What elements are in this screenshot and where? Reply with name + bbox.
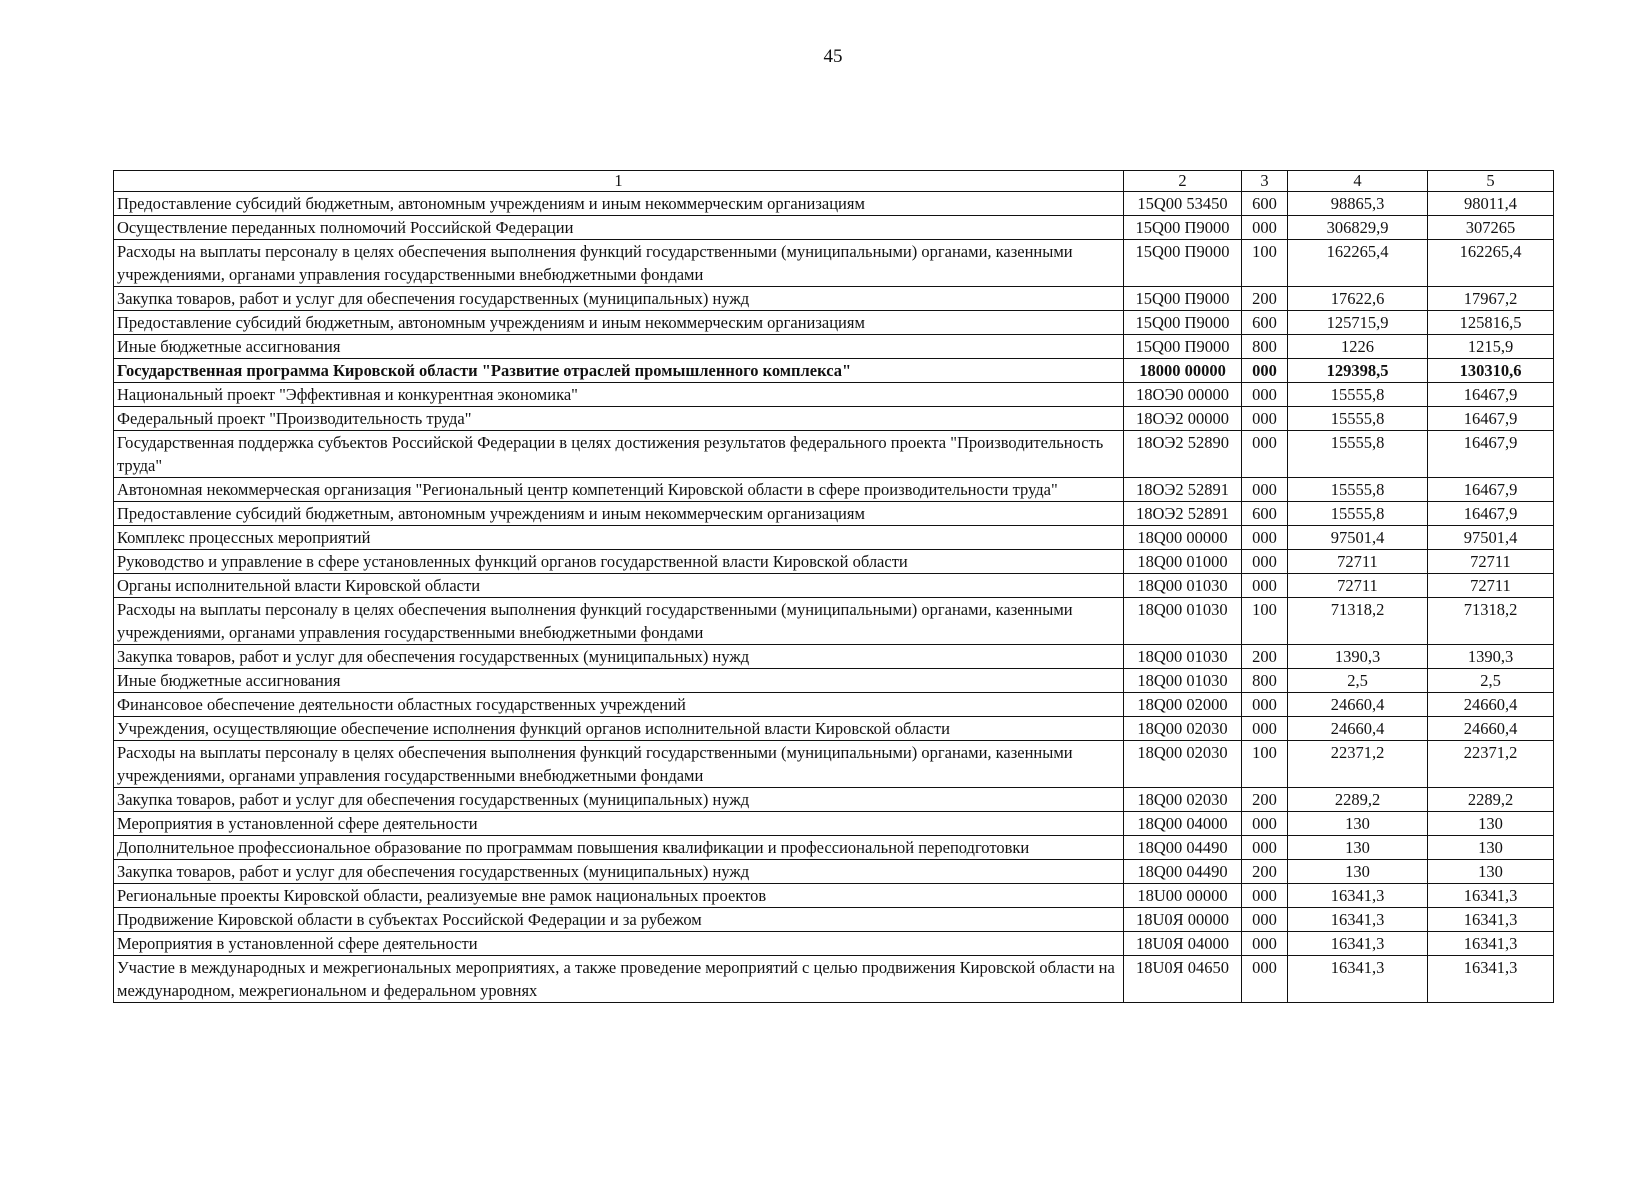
row-name-cell: Иные бюджетные ассигнования (114, 669, 1124, 693)
row-code-cell: 18U0Я 04000 (1124, 932, 1242, 956)
row-value-col5-cell: 1390,3 (1428, 645, 1554, 669)
page-number: 45 (823, 46, 843, 67)
header-col-2: 2 (1124, 171, 1242, 192)
table-row (114, 383, 1554, 407)
row-value-col4-cell: 97501,4 (1288, 526, 1428, 550)
row-value-col5-cell: 16467,9 (1428, 478, 1554, 502)
table-row (114, 502, 1554, 526)
row-code-cell: 18U0Я 04650 (1124, 956, 1242, 1003)
table-row (114, 240, 1554, 287)
row-name-cell: Предоставление субсидий бюджетным, автономным учреждениям и иным некоммерческим организациям (114, 311, 1124, 335)
row-code-cell: 18ОЭ2 52891 (1124, 502, 1242, 526)
table-row (114, 431, 1554, 478)
row-type-cell: 000 (1242, 550, 1288, 574)
header-col-3: 3 (1242, 171, 1288, 192)
row-name-cell: Учреждения, осуществляющие обеспечение исполнения функций органов исполнительной власти Кировской области (114, 717, 1124, 741)
row-type-cell: 200 (1242, 287, 1288, 311)
table-row (114, 669, 1554, 693)
row-value-col5-cell: 16341,3 (1428, 908, 1554, 932)
row-value-col5-cell: 97501,4 (1428, 526, 1554, 550)
table-row (114, 550, 1554, 574)
row-name-cell: Органы исполнительной власти Кировской области (114, 574, 1124, 598)
table-row (114, 860, 1554, 884)
row-value-col5-cell: 16341,3 (1428, 956, 1554, 1003)
table-row (114, 359, 1554, 383)
row-code-cell: 18Q00 01030 (1124, 598, 1242, 645)
row-name-cell: Комплекс процессных мероприятий (114, 526, 1124, 550)
row-type-cell: 000 (1242, 574, 1288, 598)
row-value-col5-cell: 130310,6 (1428, 359, 1554, 383)
row-name-cell: Национальный проект "Эффективная и конкурентная экономика" (114, 383, 1124, 407)
table-row (114, 311, 1554, 335)
row-code-cell: 18Q00 04000 (1124, 812, 1242, 836)
row-value-col5-cell: 16467,9 (1428, 502, 1554, 526)
row-code-cell: 18U00 00000 (1124, 884, 1242, 908)
table-row (114, 216, 1554, 240)
row-value-col5-cell: 16467,9 (1428, 407, 1554, 431)
row-value-col4-cell: 129398,5 (1288, 359, 1428, 383)
row-value-col4-cell: 162265,4 (1288, 240, 1428, 287)
row-code-cell: 15Q00 П9000 (1124, 216, 1242, 240)
row-name-cell: Государственная программа Кировской области "Развитие отраслей промышленного комплекса" (114, 359, 1124, 383)
row-code-cell: 18Q00 01030 (1124, 669, 1242, 693)
row-name-cell: Региональные проекты Кировской области, реализуемые вне рамок национальных проектов (114, 884, 1124, 908)
row-name-cell: Мероприятия в установленной сфере деятельности (114, 932, 1124, 956)
header-col-4: 4 (1288, 171, 1428, 192)
row-name-cell: Иные бюджетные ассигнования (114, 335, 1124, 359)
row-value-col5-cell: 162265,4 (1428, 240, 1554, 287)
row-value-col5-cell: 2289,2 (1428, 788, 1554, 812)
row-name-cell: Расходы на выплаты персоналу в целях обеспечения выполнения функций государственными (муниципальными) органами, казенными учреждениями, органами управления государственными внебюджетными фондами (114, 240, 1124, 287)
row-type-cell: 000 (1242, 431, 1288, 478)
table-row (114, 788, 1554, 812)
row-code-cell: 18ОЭ2 00000 (1124, 407, 1242, 431)
row-type-cell: 000 (1242, 836, 1288, 860)
row-value-col4-cell: 130 (1288, 812, 1428, 836)
row-name-cell: Государственная поддержка субъектов Российской Федерации в целях достижения результатов федерального проекта "Производительность труда" (114, 431, 1124, 478)
table-row (114, 693, 1554, 717)
row-code-cell: 18Q00 01030 (1124, 574, 1242, 598)
row-type-cell: 000 (1242, 383, 1288, 407)
row-value-col4-cell: 16341,3 (1288, 884, 1428, 908)
row-type-cell: 600 (1242, 192, 1288, 216)
row-type-cell: 000 (1242, 693, 1288, 717)
row-value-col5-cell: 71318,2 (1428, 598, 1554, 645)
row-value-col5-cell: 307265 (1428, 216, 1554, 240)
row-value-col5-cell: 22371,2 (1428, 741, 1554, 788)
row-value-col5-cell: 24660,4 (1428, 717, 1554, 741)
row-value-col4-cell: 16341,3 (1288, 956, 1428, 1003)
table-row (114, 598, 1554, 645)
row-code-cell: 18Q00 01030 (1124, 645, 1242, 669)
row-value-col4-cell: 125715,9 (1288, 311, 1428, 335)
row-name-cell: Расходы на выплаты персоналу в целях обеспечения выполнения функций государственными (муниципальными) органами, казенными учреждениями, органами управления государственными внебюджетными фондами (114, 741, 1124, 788)
row-type-cell: 600 (1242, 502, 1288, 526)
row-value-col4-cell: 15555,8 (1288, 502, 1428, 526)
row-code-cell: 18Q00 04490 (1124, 836, 1242, 860)
row-name-cell: Закупка товаров, работ и услуг для обеспечения государственных (муниципальных) нужд (114, 645, 1124, 669)
row-value-col4-cell: 71318,2 (1288, 598, 1428, 645)
row-value-col4-cell: 98865,3 (1288, 192, 1428, 216)
row-type-cell: 000 (1242, 216, 1288, 240)
row-value-col4-cell: 22371,2 (1288, 741, 1428, 788)
row-type-cell: 000 (1242, 717, 1288, 741)
row-value-col5-cell: 72711 (1428, 574, 1554, 598)
row-name-cell: Предоставление субсидий бюджетным, автономным учреждениям и иным некоммерческим организациям (114, 502, 1124, 526)
table-row (114, 741, 1554, 788)
row-type-cell: 000 (1242, 812, 1288, 836)
row-code-cell: 18Q00 02030 (1124, 788, 1242, 812)
row-value-col5-cell: 16341,3 (1428, 932, 1554, 956)
row-type-cell: 000 (1242, 956, 1288, 1003)
row-value-col4-cell: 2289,2 (1288, 788, 1428, 812)
row-name-cell: Участие в международных и межрегиональных мероприятиях, а также проведение мероприятий с целью продвижения Кировской области на международном, межрегиональном и федеральном уровнях (114, 956, 1124, 1003)
row-value-col4-cell: 130 (1288, 860, 1428, 884)
row-type-cell: 100 (1242, 240, 1288, 287)
row-value-col5-cell: 16341,3 (1428, 884, 1554, 908)
row-value-col4-cell: 72711 (1288, 574, 1428, 598)
row-type-cell: 000 (1242, 478, 1288, 502)
row-name-cell: Продвижение Кировской области в субъектах Российской Федерации и за рубежом (114, 908, 1124, 932)
table-row (114, 407, 1554, 431)
row-code-cell: 18Q00 02000 (1124, 693, 1242, 717)
row-value-col5-cell: 130 (1428, 860, 1554, 884)
row-name-cell: Финансовое обеспечение деятельности областных государственных учреждений (114, 693, 1124, 717)
row-value-col4-cell: 15555,8 (1288, 407, 1428, 431)
row-value-col4-cell: 130 (1288, 836, 1428, 860)
row-value-col4-cell: 1226 (1288, 335, 1428, 359)
row-code-cell: 18Q00 01000 (1124, 550, 1242, 574)
table-body (114, 192, 1554, 1003)
table-row (114, 836, 1554, 860)
row-name-cell: Автономная некоммерческая организация "Региональный центр компетенций Кировской области в сфере производительности труда" (114, 478, 1124, 502)
table-row (114, 574, 1554, 598)
row-code-cell: 18U0Я 00000 (1124, 908, 1242, 932)
row-type-cell: 200 (1242, 645, 1288, 669)
row-type-cell: 000 (1242, 884, 1288, 908)
row-name-cell: Закупка товаров, работ и услуг для обеспечения государственных (муниципальных) нужд (114, 860, 1124, 884)
row-type-cell: 000 (1242, 526, 1288, 550)
row-value-col4-cell: 24660,4 (1288, 717, 1428, 741)
row-name-cell: Закупка товаров, работ и услуг для обеспечения государственных (муниципальных) нужд (114, 788, 1124, 812)
table-row (114, 645, 1554, 669)
row-value-col4-cell: 16341,3 (1288, 932, 1428, 956)
row-code-cell: 18Q00 02030 (1124, 741, 1242, 788)
row-code-cell: 18000 00000 (1124, 359, 1242, 383)
row-value-col4-cell: 24660,4 (1288, 693, 1428, 717)
table-row (114, 478, 1554, 502)
row-type-cell: 000 (1242, 359, 1288, 383)
row-type-cell: 100 (1242, 598, 1288, 645)
row-type-cell: 000 (1242, 932, 1288, 956)
table-row (114, 908, 1554, 932)
table-header-row (114, 171, 1554, 192)
row-type-cell: 200 (1242, 788, 1288, 812)
row-name-cell: Расходы на выплаты персоналу в целях обеспечения выполнения функций государственными (муниципальными) органами, казенными учреждениями, органами управления государственными внебюджетными фондами (114, 598, 1124, 645)
row-value-col4-cell: 16341,3 (1288, 908, 1428, 932)
row-type-cell: 000 (1242, 908, 1288, 932)
row-code-cell: 18Q00 00000 (1124, 526, 1242, 550)
row-value-col4-cell: 72711 (1288, 550, 1428, 574)
row-code-cell: 18ОЭ2 52891 (1124, 478, 1242, 502)
row-type-cell: 200 (1242, 860, 1288, 884)
row-value-col4-cell: 306829,9 (1288, 216, 1428, 240)
row-type-cell: 000 (1242, 407, 1288, 431)
row-value-col4-cell: 17622,6 (1288, 287, 1428, 311)
header-col-5: 5 (1428, 171, 1554, 192)
row-code-cell: 15Q00 53450 (1124, 192, 1242, 216)
table-row (114, 335, 1554, 359)
row-value-col4-cell: 15555,8 (1288, 431, 1428, 478)
row-type-cell: 800 (1242, 335, 1288, 359)
row-value-col4-cell: 15555,8 (1288, 478, 1428, 502)
header-col-1: 1 (114, 171, 1124, 192)
row-code-cell: 18ОЭ2 52890 (1124, 431, 1242, 478)
row-code-cell: 18Q00 04490 (1124, 860, 1242, 884)
table-row (114, 812, 1554, 836)
row-name-cell: Федеральный проект "Производительность труда" (114, 407, 1124, 431)
row-value-col5-cell: 16467,9 (1428, 383, 1554, 407)
row-value-col5-cell: 130 (1428, 836, 1554, 860)
row-value-col4-cell: 1390,3 (1288, 645, 1428, 669)
table-row (114, 884, 1554, 908)
row-type-cell: 600 (1242, 311, 1288, 335)
row-value-col4-cell: 2,5 (1288, 669, 1428, 693)
table-row (114, 956, 1554, 1003)
row-value-col5-cell: 125816,5 (1428, 311, 1554, 335)
row-value-col5-cell: 72711 (1428, 550, 1554, 574)
row-value-col5-cell: 24660,4 (1428, 693, 1554, 717)
row-name-cell: Предоставление субсидий бюджетным, автономным учреждениям и иным некоммерческим организациям (114, 192, 1124, 216)
row-name-cell: Мероприятия в установленной сфере деятельности (114, 812, 1124, 836)
row-code-cell: 15Q00 П9000 (1124, 287, 1242, 311)
row-code-cell: 15Q00 П9000 (1124, 311, 1242, 335)
row-code-cell: 18Q00 02030 (1124, 717, 1242, 741)
row-name-cell: Осуществление переданных полномочий Российской Федерации (114, 216, 1124, 240)
row-value-col5-cell: 130 (1428, 812, 1554, 836)
row-code-cell: 18ОЭ0 00000 (1124, 383, 1242, 407)
table-row (114, 932, 1554, 956)
row-value-col5-cell: 17967,2 (1428, 287, 1554, 311)
row-name-cell: Руководство и управление в сфере установленных функций органов государственной власти Кировской области (114, 550, 1124, 574)
row-code-cell: 15Q00 П9000 (1124, 240, 1242, 287)
row-type-cell: 800 (1242, 669, 1288, 693)
row-type-cell: 100 (1242, 741, 1288, 788)
row-value-col5-cell: 98011,4 (1428, 192, 1554, 216)
table-row (114, 192, 1554, 216)
row-name-cell: Закупка товаров, работ и услуг для обеспечения государственных (муниципальных) нужд (114, 287, 1124, 311)
row-value-col5-cell: 1215,9 (1428, 335, 1554, 359)
table-row (114, 526, 1554, 550)
table-row (114, 287, 1554, 311)
table-row (114, 717, 1554, 741)
row-code-cell: 15Q00 П9000 (1124, 335, 1242, 359)
row-value-col5-cell: 2,5 (1428, 669, 1554, 693)
row-value-col4-cell: 15555,8 (1288, 383, 1428, 407)
row-value-col5-cell: 16467,9 (1428, 431, 1554, 478)
budget-table (113, 170, 1554, 1003)
row-name-cell: Дополнительное профессиональное образование по программам повышения квалификации и профессиональной переподготовки (114, 836, 1124, 860)
